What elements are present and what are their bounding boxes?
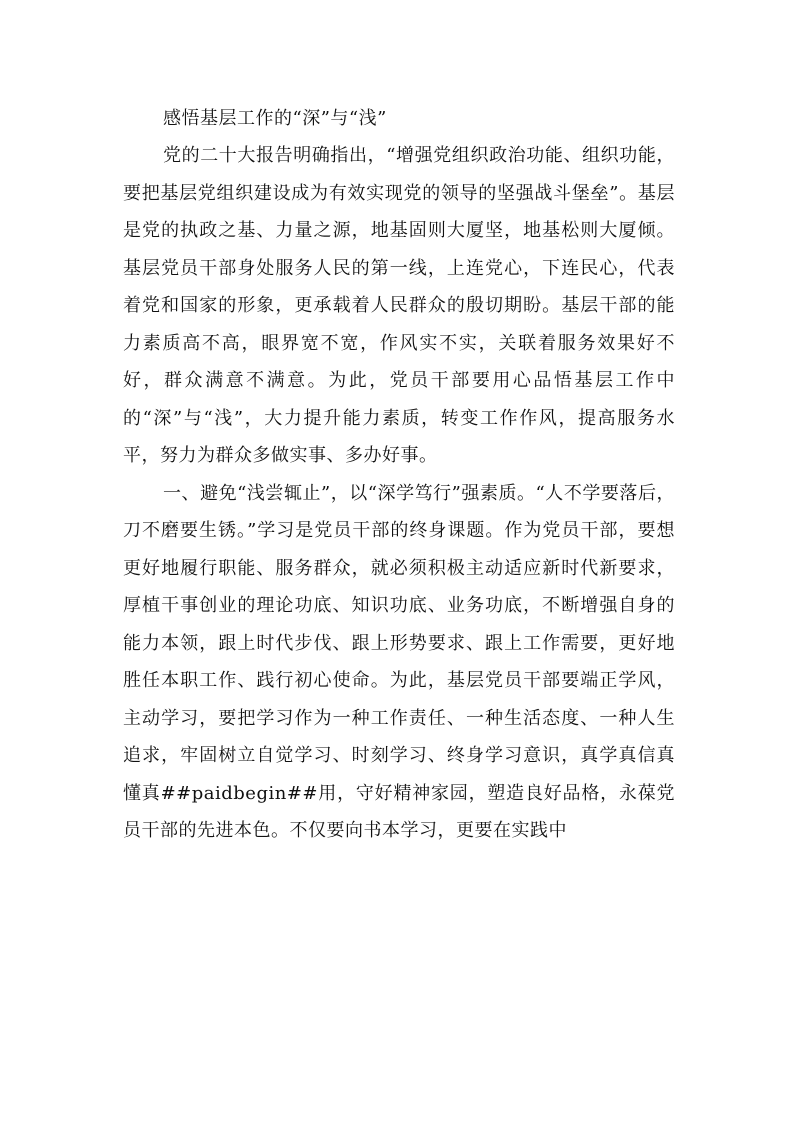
paragraph-intro: 党的二十大报告明确指出，“增强党组织政治功能、组织功能，要把基层党组织建设成为有效实现党的领导的坚强战斗堡垒”。基层是党的执政之基、力量之源，地基固则大厦坚，地基松则大厦倾。基层党员干部身处服务人民的第一线，上连党心，下连民心，代表着党和国家的形象，更承载着人民群众的殷切期盼。基层干部的能力素质高不高，眼界宽不宽，作风实不实，关联着服务效果好不好，群众满意不满意。为此，党员干部要用心品悟基层工作中的“深”与“浅”，大力提升能力素质，转变工作作风，提高服务水平，努力为群众多做实事、多办好事。 [123,145,675,466]
paragraph-section-one: 一、避免“浅尝辄止”，以“深学笃行”强素质。“人不学要落后，刀不磨要生锈。”学习是党员干部的终身课题。作为党员干部，要想更好地履行职能、服务群众，就必须积极主动适应新时代新要求，厚植干事创业的理论功底、知识功底、业务功底，不断增强自身的能力本领，跟上时代步伐、跟上形势要求、跟上工作需要，更好地胜任本职工作、践行初心使命。为此，基层党员干部要端正学风，主动学习，要把学习作为一种工作责任、一种生活态度、一种人生追求，牢固树立自觉学习、时刻学习、终身学习意识，真学真信真懂真##paidbegin##用，守好精神家园，塑造良好品格，永葆党员干部的先进本色。不仅要向书本学习，更要在实践中 [123,482,675,841]
document-title: 感悟基层工作的“深”与“浅” [163,108,387,129]
document-body [123,100,675,850]
